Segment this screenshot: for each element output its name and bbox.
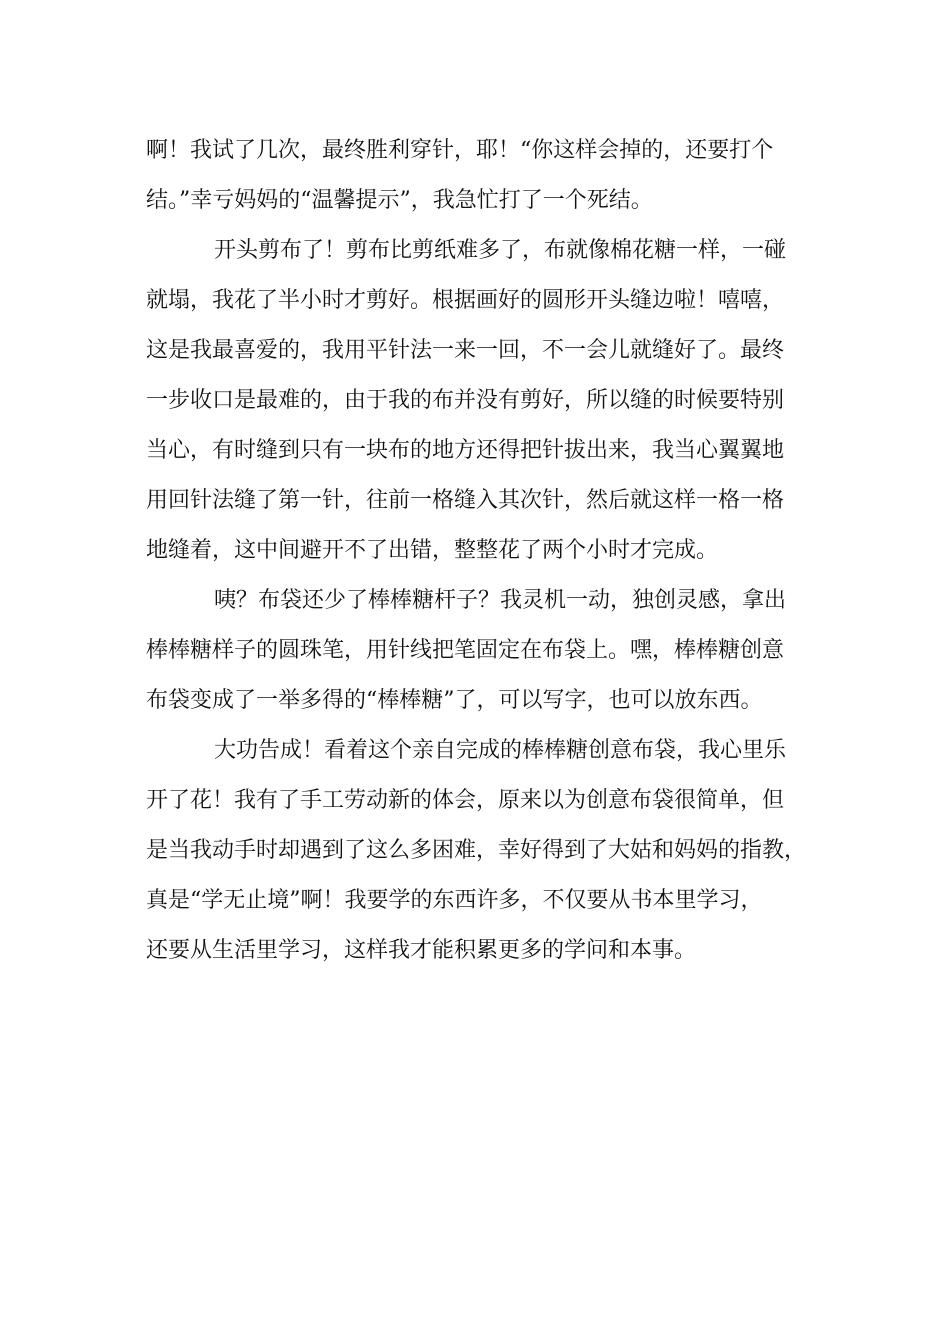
text-line: 是当我动手时却遇到了这么多困难，幸好得到了大姑和妈妈的指教， bbox=[146, 838, 807, 863]
text-line: 用回针法缝了第一针，往前一格缝入其次针，然后就这样一格一格 bbox=[146, 488, 785, 513]
text-line: 开了花！我有了手工劳动新的体会，原来以为创意布袋很简单，但 bbox=[146, 788, 785, 813]
paragraph-first-line: 开头剪布了！剪布比剪纸难多了，布就像棉花糖一样，一碰 bbox=[214, 238, 787, 263]
text-line: 真是“学无止境”啊！我要学的东西许多，不仅要从书本里学习， bbox=[146, 888, 763, 913]
text-line: 当心，有时缝到只有一块布的地方还得把针拔出来，我当心翼翼地 bbox=[146, 438, 785, 463]
text-line: 棒棒糖样子的圆珠笔，用针线把笔固定在布袋上。嘿，棒棒糖创意 bbox=[146, 638, 785, 663]
text-line: 还要从生活里学习，这样我才能积累更多的学问和本事。 bbox=[146, 938, 697, 963]
paragraph-first-line: 咦？布袋还少了棒棒糖杆子？我灵机一动，独创灵感，拿出 bbox=[214, 588, 787, 613]
text-line: 布袋变成了一举多得的“棒棒糖”了，可以写字，也可以放东西。 bbox=[146, 688, 763, 713]
paragraph-first-line: 大功告成！看着这个亲自完成的棒棒糖创意布袋，我心里乐 bbox=[214, 738, 787, 763]
text-line: 一步收口是最难的，由于我的布并没有剪好，所以缝的时候要特别 bbox=[146, 388, 785, 413]
text-line: 这是我最喜爱的，我用平针法一来一回，不一会儿就缝好了。最终 bbox=[146, 338, 785, 363]
text-line: 就塌，我花了半小时才剪好。根据画好的圆形开头缝边啦！嘻嘻， bbox=[146, 288, 785, 313]
text-line: 啊！我试了几次，最终胜利穿针，耶！“你这样会掉的，还要打个 bbox=[146, 138, 774, 163]
text-line: 结。”幸亏妈妈的“温馨提示”，我急忙打了一个死结。 bbox=[146, 188, 653, 213]
text-line: 地缝着，这中间避开不了出错，整整花了两个小时才完成。 bbox=[146, 538, 719, 563]
